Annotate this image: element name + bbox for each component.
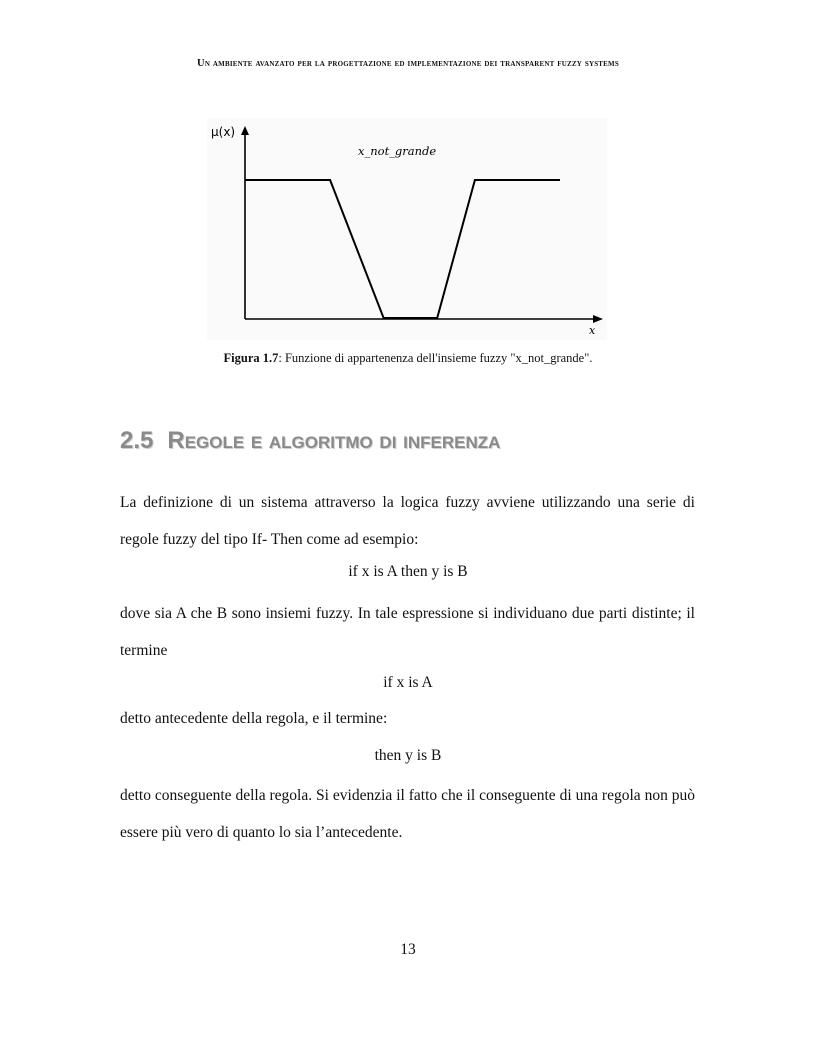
y-axis-label: μ(x) <box>211 125 236 139</box>
running-header: Un ambiente avanzato per la progettazione ed implementazione dei transparent fuzzy systems <box>197 58 619 69</box>
section-title: Regole e algoritmo di inferenza <box>167 427 501 454</box>
x-axis-arrow-icon <box>593 315 603 323</box>
antecedent-example: if x is A <box>383 674 433 691</box>
paragraph-2: dove sia A che B sono insiemi fuzzy. In tale espressione si individuano due parti distinte; il termine <box>120 605 695 659</box>
page-number: 13 <box>400 941 416 958</box>
paragraph-4: detto conseguente della regola. Si evidenzia il fatto che il conseguente di una regola non può essere più vero di quanto lo sia l’antecedente. <box>120 787 695 841</box>
membership-chart <box>207 118 607 340</box>
paragraph-1: La definizione di un sistema attraverso la logica fuzzy avviene utilizzando una serie di regole fuzzy del tipo If- Then come ad esempio: <box>120 494 695 548</box>
caption-label: Figura 1.7 <box>223 351 279 365</box>
series-line <box>245 180 560 318</box>
caption-text: : Funzione di appartenenza dell'insieme fuzzy "x_not_grande". <box>278 351 593 365</box>
section-heading <box>120 427 500 455</box>
section-number: 2.5 <box>120 427 154 454</box>
membership-function-figure <box>207 118 607 340</box>
curve-label: x_not_grande <box>358 144 437 158</box>
figure-caption <box>0 351 816 366</box>
paragraph-3: detto antecedente della regola, e il termine: <box>120 710 388 727</box>
y-axis-arrow-icon <box>241 126 249 135</box>
x-axis-label: x <box>589 324 596 337</box>
rule-example: if x is A then y is B <box>348 563 468 580</box>
consequent-example: then y is B <box>374 747 442 764</box>
